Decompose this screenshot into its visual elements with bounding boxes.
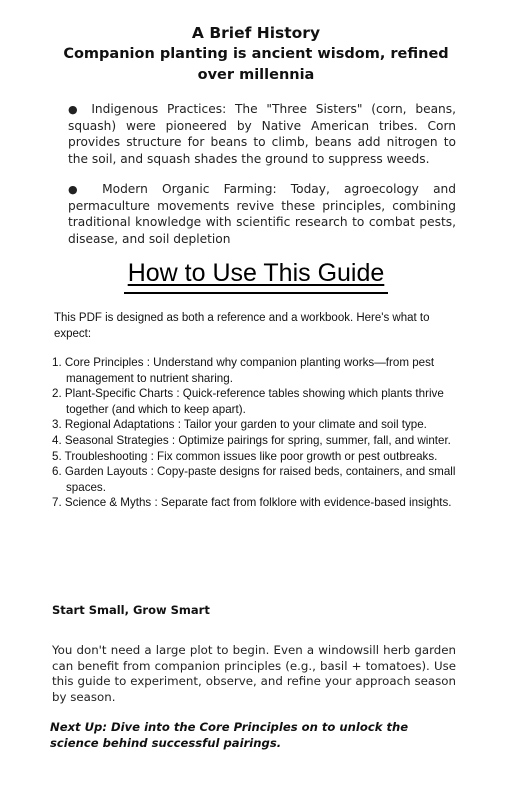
next-up-note: Next Up: Dive into the Core Principles on to unlock the science behind successful pairings. — [50, 720, 409, 750]
guide-steps-list — [52, 355, 462, 511]
tip-body: You don't need a large plot to begin. Even a windowsill herb garden can benefit from companion principles (e.g., basil + tomatoes). Use this guide to experiment, observe, and refine your approach season by season. — [52, 643, 456, 704]
bullet-icon: ● — [68, 183, 88, 196]
list-item: 4. Seasonal Strategies : Optimize pairings for spring, summer, fall, and winter. — [52, 433, 451, 447]
history-item-text: Modern Organic Farming: Today, agroecology and permaculture movements revive these principles, combining traditional knowledge with scientific research to combat pests, disease, and soil depletion — [68, 182, 456, 246]
history-item — [68, 181, 456, 247]
guide-heading — [0, 258, 512, 288]
list-item: 3. Regional Adaptations : Tailor your garden to your climate and soil type. — [52, 418, 427, 432]
section-subtitle: Companion planting is ancient wisdom, refined over millennia — [63, 46, 449, 83]
list-item: 2. Plant-Specific Charts : Quick-reference tables showing which plants thrive together (and which to keep apart). — [52, 387, 444, 416]
guide-intro: This PDF is designed as both a reference and a workbook. Here's what to expect: — [54, 312, 430, 340]
list-item: 7. Science & Myths : Separate fact from folklore with evidence-based insights. — [52, 496, 452, 510]
heading-divider — [124, 292, 388, 294]
bullet-icon: ● — [68, 103, 83, 116]
list-item: 6. Garden Layouts : Copy-paste designs for raised beds, containers, and small spaces. — [52, 465, 456, 494]
tip-title: Start Small, Grow Smart — [52, 603, 210, 617]
section-title: A Brief History — [191, 24, 321, 42]
history-item — [68, 101, 456, 167]
history-item-text: Indigenous Practices: The "Three Sisters" (corn, beans, squash) were pioneered by Native American tribes. Corn provides structure for beans to climb, beans add nitrogen to the soil, and squash shades the ground to suppress weeds. — [68, 102, 456, 166]
guide-heading-text: How to Use This Guide — [127, 259, 385, 287]
list-item: 1. Core Principles : Understand why companion planting works—from pest management to nutrient sharing. — [52, 356, 435, 385]
list-item: 5. Troubleshooting : Fix common issues like poor growth or pest outbreaks. — [52, 449, 438, 463]
